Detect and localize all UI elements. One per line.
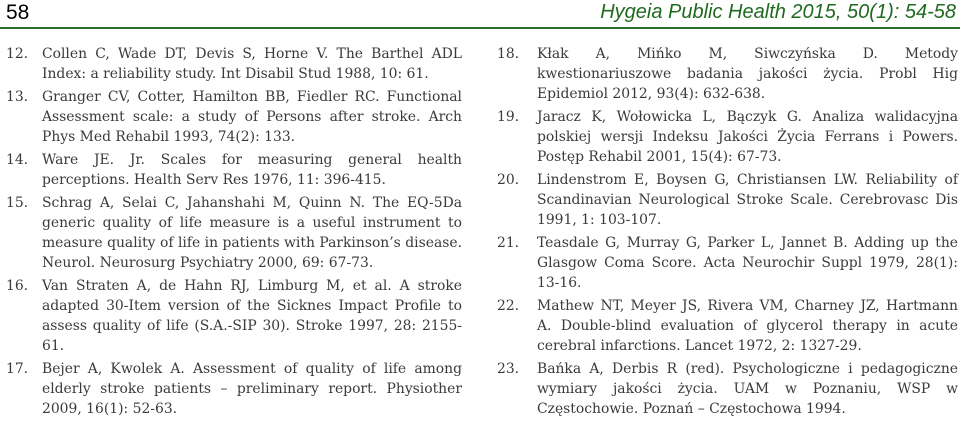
reference-number: 13. (6, 89, 29, 105)
reference-item (6, 44, 462, 84)
reference-number: 22. (497, 298, 520, 314)
reference-text: Bańka A, Derbis R (red). Psychologiczne i pedagogiczne wymiary jakości życia. UAM w Poznaniu, WSP w Częstochowie. Poznań – Częstochowa 1994. (537, 361, 958, 417)
page-number: 58 (6, 1, 30, 24)
references-column-left (6, 44, 462, 422)
reference-item (6, 359, 462, 419)
reference-item (497, 44, 958, 104)
reference-number: 21. (497, 235, 520, 251)
reference-item (6, 193, 462, 273)
reference-text: Mathew NT, Meyer JS, Rivera VM, Charney JZ, Hartmann A. Double-blind evaluation of glycerol therapy in acute cerebral infarctions. Lancet 1972, 2: 1327-29. (537, 298, 958, 354)
reference-text: Kłak A, Mińko M, Siwczyńska D. Metody kwestionariuszowe badania jakości życia. Probl Hig Epidemiol 2012, 93(4): 632-638. (537, 46, 958, 102)
reference-item (6, 276, 462, 356)
reference-number: 12. (6, 46, 29, 62)
reference-text: Lindenstrom E, Boysen G, Christiansen LW. Reliability of Scandinavian Neurological Stroke Scale. Cerebrovasc Dis 1991, 1: 103-107. (537, 172, 958, 228)
reference-number: 20. (497, 172, 520, 188)
reference-text: Van Straten A, de Hahn RJ, Limburg M, et al. A stroke adapted 30-Item version of the Sicknes Impact Profile to assess quality of life (S.A.-SIP 30). Stroke 1997, 28: 2155-61. (42, 278, 462, 354)
reference-text: Jaracz K, Wołowicka L, Bączyk G. Analiza walidacyjna polskiej wersji Indeksu Jakości Życia Ferrans i Powers. Postęp Rehabil 2001, 15(4): 67-73. (537, 109, 958, 165)
page-header (0, 0, 960, 29)
reference-number: 18. (497, 46, 520, 62)
reference-item (497, 170, 958, 230)
reference-number: 19. (497, 109, 520, 125)
reference-item (497, 233, 958, 293)
reference-number: 15. (6, 195, 29, 211)
reference-number: 17. (6, 361, 29, 377)
reference-text: Granger CV, Cotter, Hamilton BB, Fiedler RC. Functional Assessment scale: a study of Persons after stroke. Arch Phys Med Rehabil 1993, 74(2): 133. (42, 89, 462, 145)
reference-text: Bejer A, Kwolek A. Assessment of quality of life among elderly stroke patients – preliminary report. Physiother 2009, 16(1): 52-63. (42, 361, 462, 417)
reference-item (6, 87, 462, 147)
reference-text: Teasdale G, Murray G, Parker L, Jannet B. Adding up the Glasgow Coma Score. Acta Neurochir Suppl 1979, 28(1): 13-16. (537, 235, 958, 291)
reference-text: Schrag A, Selai C, Jahanshahi M, Quinn N. The EQ-5Da generic quality of life measure is a useful instrument to measure quality of life in patients with Parkinson’s disease. Neurol. Neurosurg Psychiatry 2000, 69: 67-73. (42, 195, 462, 271)
reference-number: 23. (497, 361, 520, 377)
reference-item (497, 359, 958, 419)
references-column-right (497, 44, 958, 422)
reference-item (6, 150, 462, 190)
reference-text: Ware JE. Jr. Scales for measuring general health perceptions. Health Serv Res 1976, 11: 396-415. (42, 152, 462, 188)
reference-text: Collen C, Wade DT, Devis S, Horne V. The Barthel ADL Index: a reliability study. Int Disabil Stud 1988, 10: 61. (42, 46, 462, 82)
reference-item (497, 296, 958, 356)
reference-item (497, 107, 958, 167)
journal-citation: Hygeia Public Health 2015, 50(1): 54-58 (600, 1, 956, 23)
reference-number: 14. (6, 152, 29, 168)
reference-number: 16. (6, 278, 29, 294)
